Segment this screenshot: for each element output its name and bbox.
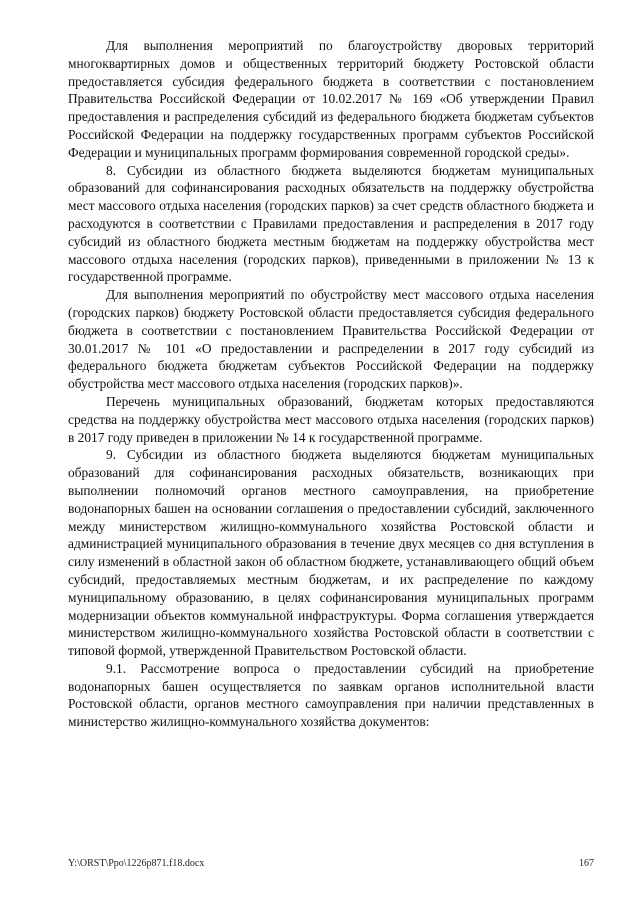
document-body — [68, 37, 594, 731]
footer-page-number: 167 — [579, 858, 594, 869]
paragraph-item-9: 9. Субсидии из областного бюджета выделяются бюджетам муниципальных образований для софинансирования расходных обязательств, возникающих при выполнении полномочий органов местного самоуправления, на приобретение водонапорных башен на основании соглашения о предоставлении субсидий, заключенного между министерством жилищно-коммунального хозяйства Ростовской области и администрацией муниципального образования в течение двух месяцев со дня вступления в силу изменений в областной закон об областном бюджете, устанавливающего общий объем субсидий, предоставляемых местным бюджетам, и их распределение по каждому муниципальному образованию, в целях софинансирования муниципальных программ модернизации объектов коммунальной инфраструктуры. Форма соглашения утверждается министерством жилищно-коммунального хозяйства Ростовской области в соответствии с типовой формой, утвержденной Правительством Ростовской области. — [68, 447, 594, 659]
footer-file-path: Y:\ORST\Ppo\1226p871.f18.docx — [68, 858, 205, 869]
paragraph-federal-subsidy-parks: Для выполнения мероприятий по обустройству мест массового отдыха населения (городских парков) бюджету Ростовской области предоставляется субсидия федерального бюджета в соответствии с постановлением Правительства Российской Федерации от 30.01.2017 № 101 «О предоставлении и распределении в 2017 году субсидий из федерального бюджета бюджетам субъектов Российской Федерации на поддержку обустройства мест массового отдыха населения (городских парков)». — [68, 287, 594, 392]
paragraph-municipalities-list: Перечень муниципальных образований, бюджетам которых предоставляются средства на поддержку обустройства мест массового отдыха населения (городских парков) в 2017 году приведен в приложении № 14 к государственной программе. — [68, 393, 594, 445]
paragraph-federal-subsidy-courtyards: Для выполнения мероприятий по благоустройству дворовых территорий многоквартирных домов и общественных территорий бюджету Ростовской области предоставляется субсидия федерального бюджета в соответствии с постановлением Правительства Российской Федерации от 10.02.2017 № 169 «Об утверждении Правил предоставления и распределения субсидий из федерального бюджета бюджетам субъектов Российской Федерации на поддержку государственных программ субъектов Российской Федерации и муниципальных программ формирования современной городской среды». — [68, 38, 594, 160]
paragraph-item-8: 8. Субсидии из областного бюджета выделяются бюджетам муниципальных образований для софинансирования расходных обязательств на поддержку обустройства мест массового отдыха населения (городских парков) за счет средств областного бюджета и расходуются в соответствии с Правилами предоставления и распределения в 2017 году субсидий из областного бюджета местным бюджетам на поддержку обустройства мест массового отдыха населения (городских парков), приведенными в приложении № 13 к государственной программе. — [68, 162, 594, 285]
paragraph-item-9-1: 9.1. Рассмотрение вопроса о предоставлении субсидий на приобретение водонапорных башен осуществляется по заявкам органов исполнительной власти Ростовской области, органов местного самоуправления при наличии представленных в министерство жилищно-коммунального хозяйства документов: — [68, 660, 594, 730]
